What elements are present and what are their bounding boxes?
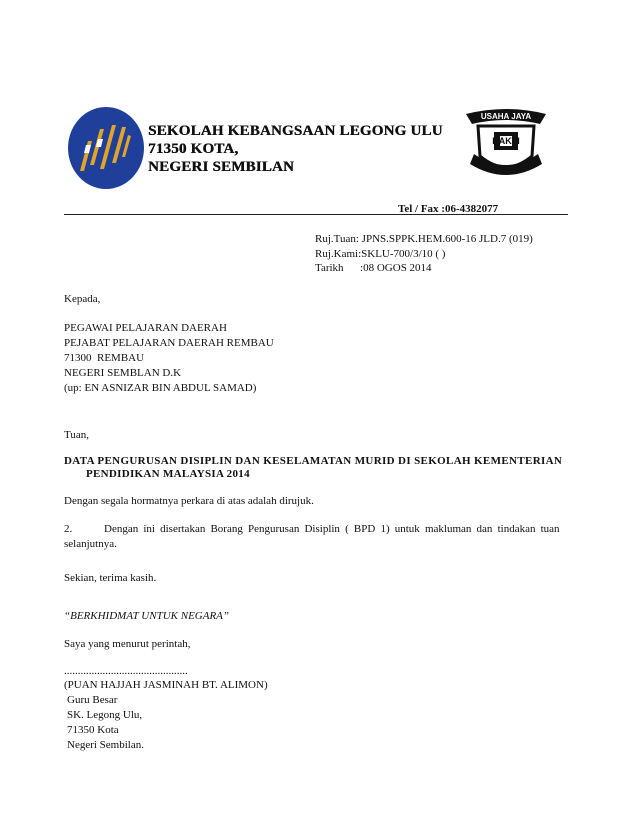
recipient-line: NEGERI SEMBLAN D.K [64, 367, 182, 379]
signer-school: SK. Legong Ulu, [67, 709, 143, 721]
crest-banner-bottom: BAKTI [492, 136, 520, 146]
ministry-logo-icon [66, 105, 146, 191]
paragraph-2-number: 2. [64, 523, 73, 535]
subject-line1: DATA PENGURUSAN DISIPLIN DAN KESELAMATAN MURID DI SEKOLAH KEMENTERIAN [64, 455, 563, 467]
greeting: Tuan, [64, 429, 89, 441]
tarikh: Tarikh :08 OGOS 2014 [315, 262, 432, 274]
closing: Sekian, terima kasih. [64, 572, 157, 584]
header-divider [64, 214, 568, 215]
paragraph-1: Dengan segala hormatnya perkara di atas adalah dirujuk. [64, 495, 314, 507]
school-name: SEKOLAH KEBANGSAAN LEGONG ULU [148, 123, 443, 139]
recipient-line: PEJABAT PELAJARAN DAERAH REMBAU [64, 337, 274, 349]
sign-off: Saya yang menurut perintah, [64, 638, 191, 650]
paragraph-2-text: Dengan ini disertakan Borang Pengurusan Disiplin ( BPD 1) untuk makluman dan tindakan tuan [104, 523, 560, 535]
motto: “BERKHIDMAT UNTUK NEGARA” [64, 610, 230, 622]
signature-line: ............................................. [64, 665, 188, 677]
school-address-line2: NEGERI SEMBILAN [148, 159, 294, 175]
crest-banner-top: USAHA JAYA [480, 112, 532, 121]
recipient-line: PEGAWAI PELAJARAN DAERAH [64, 322, 227, 334]
recipient-to: Kepada, [64, 293, 101, 305]
reference-block [315, 232, 533, 276]
paragraph-2-continuation: selanjutnya. [64, 538, 117, 550]
signer-block [64, 678, 268, 753]
school-letterhead [148, 122, 443, 176]
ruj-kami: Ruj.Kami:SKLU-700/3/10 ( ) [315, 247, 446, 260]
signer-postcode: 71350 Kota [67, 724, 119, 736]
recipient-line: (up: EN ASNIZAR BIN ABDUL SAMAD) [64, 382, 257, 394]
signer-state: Negeri Sembilan. [67, 739, 144, 751]
ruj-tuan: Ruj.Tuan: JPNS.SPPK.HEM.600-16 JLD.7 (019) [315, 233, 533, 245]
recipient-address [64, 321, 274, 396]
school-crest-icon [460, 104, 552, 182]
signer-title: Guru Besar [67, 694, 118, 706]
recipient-line: 71300 REMBAU [64, 352, 145, 364]
subject-line2: PENDIDIKAN MALAYSIA 2014 [86, 468, 250, 480]
school-address-line1: 71350 KOTA, [148, 141, 239, 157]
signer-name: (PUAN HAJJAH JASMINAH BT. ALIMON) [64, 679, 268, 691]
tel-fax: Tel / Fax :06-4382077 [398, 203, 499, 215]
